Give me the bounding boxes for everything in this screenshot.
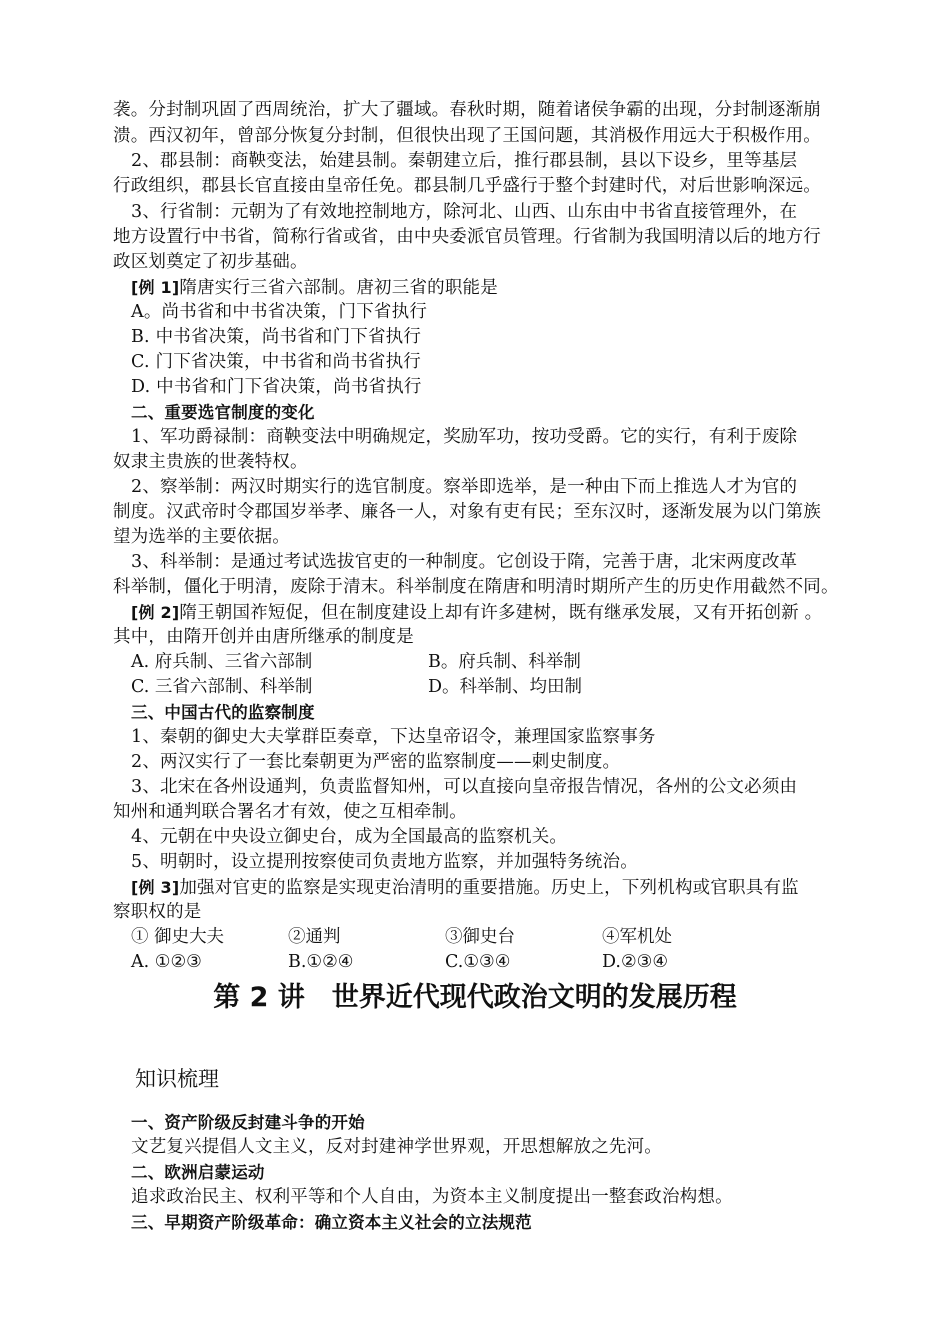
option-c: C. 三省六部制、科举制	[131, 677, 313, 697]
example-2-question	[131, 600, 822, 626]
example-tag: [例 1]	[131, 278, 180, 297]
heading-officials: 二、重要选官制度的变化	[131, 403, 315, 422]
example-tag: [例 3]	[131, 878, 180, 897]
text-line: 1、军功爵禄制：商鞅变法中明确规定，奖励军功，按功受爵。它的实行，有利于废除	[131, 427, 798, 447]
text-line: 文艺复兴提倡人文主义，反对封建神学世界观，开思想解放之先河。	[131, 1137, 662, 1157]
option-d: D.②③④	[602, 952, 669, 972]
heading-enlightenment: 二、欧洲启蒙运动	[131, 1163, 265, 1182]
text-line: 2、两汉实行了一套比秦朝更为严密的监察制度——刺史制度。	[131, 752, 621, 772]
text-line: 政区划奠定了初步基础。	[113, 252, 308, 272]
heading-early-revolutions: 三、早期资产阶级革命：确立资本主义社会的立法规范	[131, 1213, 532, 1232]
section-title: 知识梳理	[135, 1067, 219, 1091]
option-b: B.①②④	[288, 952, 354, 972]
item-3: ③御史台	[445, 927, 515, 947]
text-line: 其中，由隋开创并由唐所继承的制度是	[113, 627, 414, 647]
lecture-title: 第 2 讲 世界近代现代政治文明的发展历程	[213, 982, 737, 1013]
question-text: 加强对官吏的监察是实现吏治清明的重要措施。历史上，下列机构或官职具有监	[179, 878, 799, 898]
item-2: ②通判	[288, 927, 341, 947]
option-c: C.①③④	[445, 952, 511, 972]
text-line: 知州和通判联合署名才有效，使之互相牵制。	[113, 802, 467, 822]
text-line: 3、北宋在各州设通判，负责监督知州，可以直接向皇帝报告情况，各州的公文必须由	[131, 777, 798, 797]
question-text: 隋唐实行三省六部制。唐初三省的职能是	[179, 278, 498, 298]
text-line: 5、明朝时，设立提刑按察使司负责地方监察，并加强特务统治。	[131, 852, 638, 872]
option-a: A. 府兵制、三省六部制	[131, 652, 313, 672]
text-line: 行政组织，郡县长官直接由皇帝任免。郡县制几乎盛行于整个封建时代，对后世影响深远。	[113, 176, 821, 196]
item-1: ① 御史大夫	[131, 927, 225, 947]
heading-bourgeois-struggle: 一、资产阶级反封建斗争的开始	[131, 1113, 365, 1132]
text-line: 溃。西汉初年，曾部分恢复分封制，但很快出现了王国问题，其消极作用远大于积极作用。	[113, 126, 821, 146]
text-line: 科举制，僵化于明清，废除于清末。科举制度在隋唐和明清时期所产生的历史作用截然不同。	[113, 577, 839, 597]
heading-supervision: 三、中国古代的监察制度	[131, 703, 315, 722]
text-line: 察职权的是	[113, 902, 202, 922]
text-line: 3、科举制：是通过考试选拔官吏的一种制度。它创设于隋，完善于唐，北宋两度改革	[131, 552, 798, 572]
option-c: C. 门下省决策，中书省和尚书省执行	[131, 352, 421, 372]
text-line: 望为选举的主要依据。	[113, 527, 290, 547]
example-1-question	[131, 275, 498, 301]
text-line: 制度。汉武帝时令郡国岁举孝、廉各一人，对象有吏有民；至东汉时，逐渐发展为以门第族	[113, 502, 821, 522]
option-a: A. ①②③	[131, 952, 202, 972]
text-line: 2、察举制：两汉时期实行的选官制度。察举即选举，是一种由下而上推选人才为官的	[131, 477, 798, 497]
text-line: 地方设置行中书省，简称行省或省，由中央委派官员管理。行省制为我国明清以后的地方行	[113, 227, 821, 247]
text-line: 袭。分封制巩固了西周统治，扩大了疆域。春秋时期，随着诸侯争霸的出现，分封制逐渐崩	[113, 100, 821, 120]
option-d: D. 中书省和门下省决策，尚书省执行	[131, 377, 422, 397]
example-tag: [例 2]	[131, 603, 180, 622]
text-line: 1、秦朝的御史大夫掌群臣奏章，下达皇帝诏令，兼理国家监察事务	[131, 727, 656, 747]
option-a: A。尚书省和中书省决策，门下省执行	[131, 302, 428, 322]
text-line: 3、行省制：元朝为了有效地控制地方，除河北、山西、山东由中书省直接管理外，在	[131, 202, 798, 222]
text-line: 2、郡县制：商鞅变法，始建县制。秦朝建立后，推行郡县制，县以下设乡，里等基层	[131, 151, 798, 171]
option-b: B. 中书省决策，尚书省和门下省执行	[131, 327, 422, 347]
text-line: 追求政治民主、权利平等和个人自由，为资本主义制度提出一整套政治构想。	[131, 1187, 733, 1207]
text-line: 4、元朝在中央设立御史台，成为全国最高的监察机关。	[131, 827, 568, 847]
option-d: D。科举制、均田制	[428, 677, 583, 697]
text-line: 奴隶主贵族的世袭特权。	[113, 452, 308, 472]
item-4: ④军机处	[602, 927, 672, 947]
example-3-question	[131, 875, 799, 901]
option-b: B。府兵制、科举制	[428, 652, 581, 672]
question-text: 隋王朝国祚短促，但在制度建设上却有许多建树，既有继承发展，又有开拓创新 。	[179, 603, 823, 623]
